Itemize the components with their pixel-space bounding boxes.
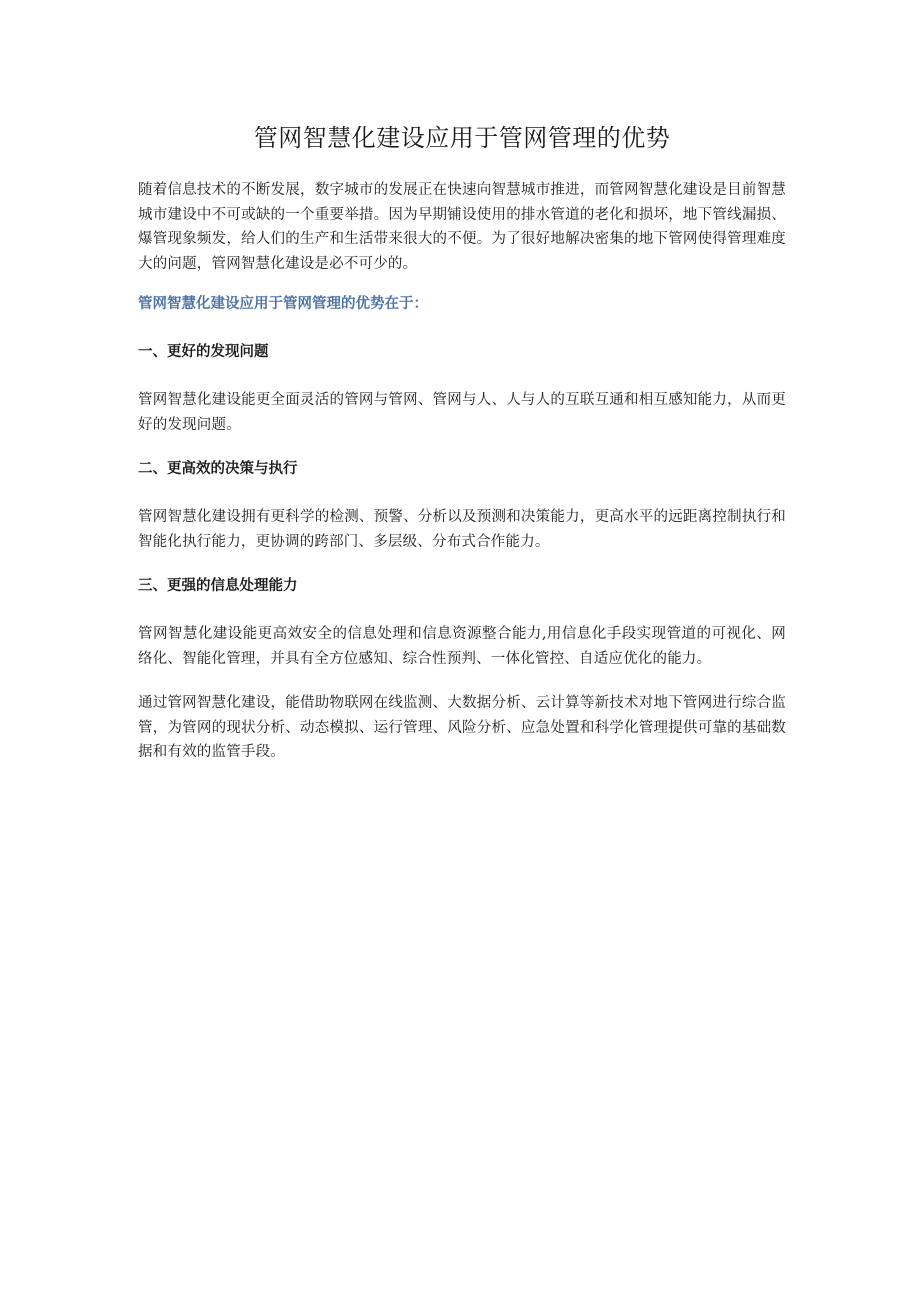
conclusion-paragraph: 通过管网智慧化建设，能借助物联网在线监测、大数据分析、云计算等新技术对地下管网进行综合监管，为管网的现状分析、动态模拟、运行管理、风险分析、应急处置和科学化管理提供可靠的基础数据和有效的监管手段。 — [138, 695, 786, 760]
section-1 — [138, 340, 786, 437]
section-heading: 二、更高效的决策与执行 — [138, 461, 298, 477]
section-body: 管网智慧化建设拥有更科学的检测、预警、分析以及预测和决策能力，更高水平的远距离控制执行和智能化执行能力，更协调的跨部门、多层级、分布式合作能力。 — [138, 509, 786, 550]
section-2 — [138, 457, 786, 554]
advantages-heading: 管网智慧化建设应用于管网管理的优势在于： — [138, 296, 428, 312]
section-heading: 三、更强的信息处理能力 — [138, 578, 298, 594]
section-body: 管网智慧化建设能更高效安全的信息处理和信息资源整合能力,用信息化手段实现管道的可视化、网络化、智能化管理，并具有全方位感知、综合性预判、一体化管控、自适应优化的能力。 — [138, 626, 786, 667]
section-body: 管网智慧化建设能更全面灵活的管网与管网、管网与人、人与人的互联互通和相互感知能力，从而更好的发现问题。 — [138, 392, 786, 433]
document-content — [138, 118, 786, 781]
section-heading: 一、更好的发现问题 — [138, 344, 269, 360]
section-3 — [138, 574, 786, 671]
document-title: 管网智慧化建设应用于管网管理的优势 — [253, 124, 671, 152]
intro-paragraph: 随着信息技术的不断发展，数字城市的发展正在快速向智慧城市推进，而管网智慧化建设是目前智慧城市建设中不可或缺的一个重要举措。因为早期铺设使用的排水管道的老化和损坏，地下管线漏损、爆管现象频发，给人们的生产和生活带来很大的不便。为了很好地解决密集的地下管网使得管理难度大的问题，管网智慧化建设是必不可少的。 — [138, 182, 786, 272]
